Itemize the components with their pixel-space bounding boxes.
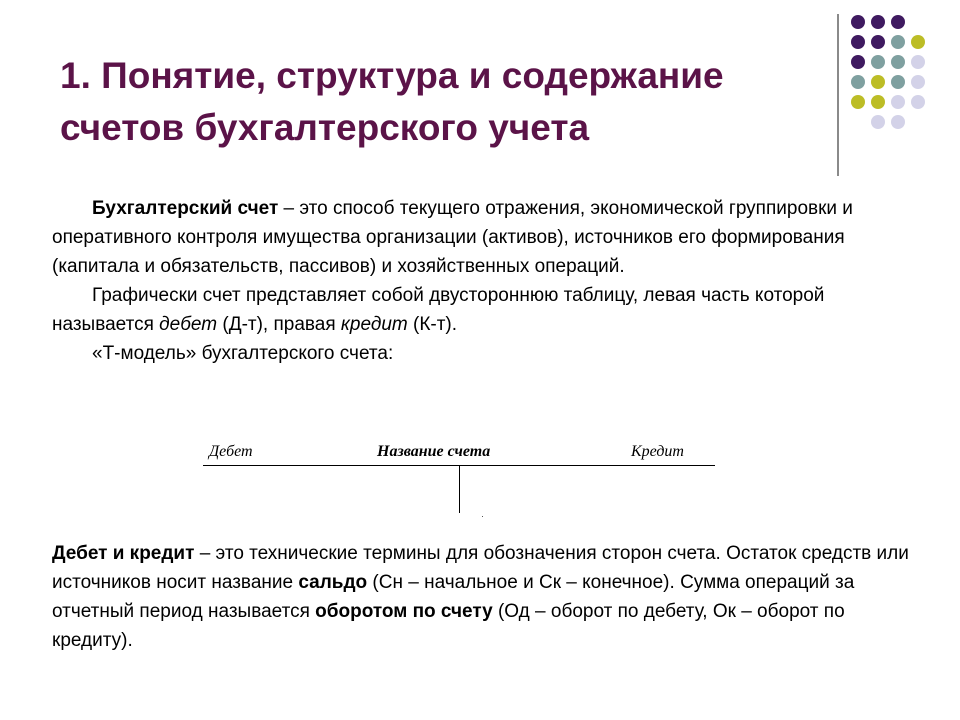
purple-dot <box>851 55 865 69</box>
t-model-tick <box>482 516 483 517</box>
lavender-dot <box>891 95 905 109</box>
lavender-dot <box>891 115 905 129</box>
t-model-credit-label: Кредит <box>631 443 684 460</box>
term-balance: сальдо <box>298 572 368 593</box>
teal-dot <box>871 55 885 69</box>
teal-dot <box>891 75 905 89</box>
purple-dot <box>851 35 865 49</box>
decorative-dot-grid <box>851 14 951 154</box>
purple-dot <box>891 15 905 29</box>
graphic-text-2: (Д-т), правая <box>217 314 341 335</box>
definition-block <box>52 194 922 368</box>
t-model-diagram <box>203 440 715 518</box>
term-turnover: оборотом по счету <box>315 601 493 622</box>
teal-dot <box>891 55 905 69</box>
title-line-2: счетов бухгалтерского учета <box>60 107 590 148</box>
summary-text-1: – это технические термины для обозначения сторон счета. Остаток средств или источников носит название <box>52 543 909 593</box>
purple-dot <box>871 15 885 29</box>
term-credit: кредит <box>340 314 408 335</box>
definition-paragraph <box>52 194 922 281</box>
graphic-text-1: Графически счет представляет собой двустороннюю таблицу, левая часть которой называется <box>52 285 825 335</box>
olive-dot <box>851 95 865 109</box>
t-model-account-name-label: Название счета <box>377 443 491 460</box>
teal-dot <box>891 35 905 49</box>
definition-text: – это способ текущего отражения, экономической группировки и оперативного контроля имущества организации (активов), источников его формирования (капитала и обязательств, пассивов) и хозяйственных операций. <box>52 198 853 277</box>
slide-title <box>60 50 830 154</box>
purple-dot <box>871 35 885 49</box>
t-model-vertical-line <box>459 465 460 513</box>
olive-dot <box>871 75 885 89</box>
lavender-dot <box>871 115 885 129</box>
teal-dot <box>851 75 865 89</box>
term-debit: дебет <box>159 314 218 335</box>
t-model-caption: «Т-модель» бухгалтерского счета: <box>92 343 394 364</box>
lavender-dot <box>911 75 925 89</box>
term-debit-and-credit: Дебет и кредит <box>52 543 195 564</box>
summary-text-2: (Сн – начальное и Ск – конечное). Сумма операций за отчетный период называется <box>52 572 855 622</box>
summary-block <box>52 539 922 655</box>
purple-dot <box>851 15 865 29</box>
title-line-1: 1. Понятие, структура и содержание <box>60 55 724 96</box>
vertical-divider <box>837 14 839 176</box>
summary-text-3: (Од – оборот по дебету, Ок – оборот по кредиту). <box>52 601 845 651</box>
graphic-paragraph <box>52 281 922 339</box>
graphic-text-3: (К-т). <box>407 314 458 335</box>
lavender-dot <box>911 95 925 109</box>
olive-dot <box>911 35 925 49</box>
olive-dot <box>871 95 885 109</box>
term-accounting-account: Бухгалтерский счет <box>92 198 279 219</box>
t-model-debit-label: Дебет <box>209 443 253 460</box>
summary-paragraph <box>52 539 922 655</box>
lavender-dot <box>911 55 925 69</box>
